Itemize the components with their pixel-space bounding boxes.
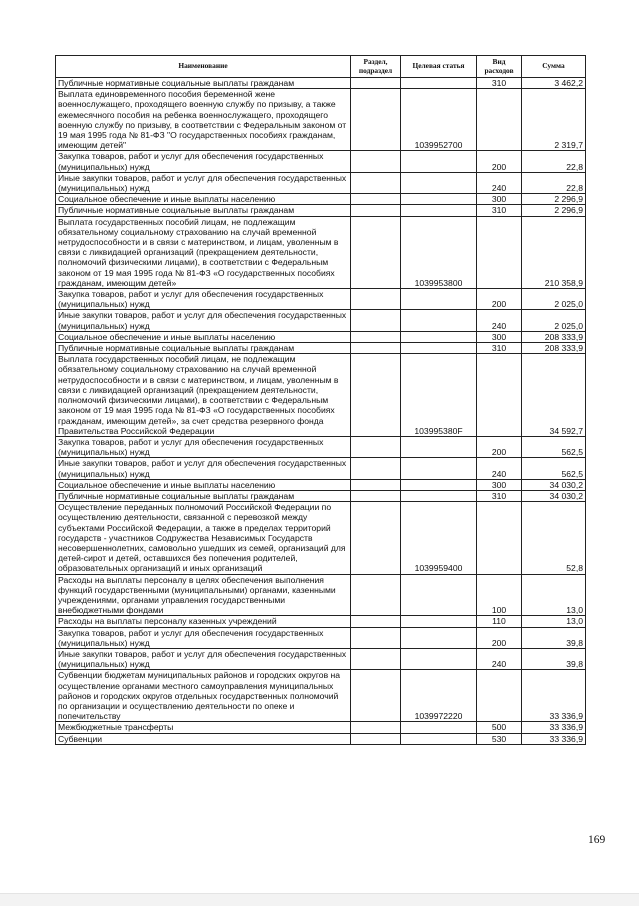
cell-name: Субвенции бюджетам муниципальных районов и городских округов на осуществление органами местного самоуправления муниципальных районов и городских округов отдельных государственных полномочий по организации и осуществлению деятельности по опеке и попечительству xyxy=(56,670,351,722)
cell-sum: 22,8 xyxy=(522,172,586,193)
table-row xyxy=(56,172,586,193)
cell-section xyxy=(351,574,401,616)
table-row xyxy=(56,89,586,151)
table-row xyxy=(56,479,586,490)
cell-target xyxy=(401,722,477,733)
cell-sum: 33 336,9 xyxy=(522,670,586,722)
cell-section xyxy=(351,78,401,89)
cell-name: Иные закупки товаров, работ и услуг для обеспечения государственных (муниципальных) нужд xyxy=(56,458,351,479)
cell-target xyxy=(401,289,477,310)
cell-sum: 3 462,2 xyxy=(522,78,586,89)
cell-kind: 200 xyxy=(477,289,522,310)
table-row xyxy=(56,331,586,342)
table-row xyxy=(56,502,586,574)
cell-name: Выплата единовременного пособия беременной жене военнослужащего, проходящего военную службу по призыву, а также ежемесячного пособия на ребенка военнослужащего, проходящего военную службу по призыву, в соответствии с Федеральным законом от 19 мая 1995 года № 81-ФЗ "О государственных пособиях гражданам, имеющим детей" xyxy=(56,89,351,151)
cell-section xyxy=(351,648,401,669)
cell-target: 1039953800 xyxy=(401,216,477,288)
cell-section xyxy=(351,289,401,310)
cell-name: Расходы на выплаты персоналу казенных учреждений xyxy=(56,616,351,627)
cell-sum: 2 296,9 xyxy=(522,194,586,205)
cell-kind: 200 xyxy=(477,436,522,457)
cell-target xyxy=(401,479,477,490)
cell-target xyxy=(401,574,477,616)
cell-name: Закупка товаров, работ и услуг для обеспечения государственных (муниципальных) нужд xyxy=(56,151,351,172)
cell-target xyxy=(401,310,477,331)
cell-section xyxy=(351,310,401,331)
cell-target xyxy=(401,205,477,216)
cell-target xyxy=(401,172,477,193)
cell-sum: 2 296,9 xyxy=(522,205,586,216)
table-row xyxy=(56,151,586,172)
header-target: Целевая статья xyxy=(401,56,477,78)
cell-kind xyxy=(477,502,522,574)
table-row xyxy=(56,216,586,288)
cell-kind: 530 xyxy=(477,733,522,744)
cell-kind: 310 xyxy=(477,490,522,501)
cell-section xyxy=(351,616,401,627)
cell-section xyxy=(351,216,401,288)
table-row xyxy=(56,627,586,648)
cell-sum: 39,8 xyxy=(522,648,586,669)
cell-sum: 34 592,7 xyxy=(522,354,586,437)
cell-kind: 310 xyxy=(477,343,522,354)
cell-sum: 562,5 xyxy=(522,458,586,479)
cell-section xyxy=(351,479,401,490)
cell-sum: 13,0 xyxy=(522,574,586,616)
cell-target xyxy=(401,616,477,627)
cell-name: Публичные нормативные социальные выплаты гражданам xyxy=(56,205,351,216)
cell-sum: 39,8 xyxy=(522,627,586,648)
cell-sum: 33 336,9 xyxy=(522,733,586,744)
cell-kind: 300 xyxy=(477,194,522,205)
table-row xyxy=(56,722,586,733)
table-row xyxy=(56,670,586,722)
cell-kind xyxy=(477,216,522,288)
cell-name: Публичные нормативные социальные выплаты гражданам xyxy=(56,343,351,354)
cell-sum: 22,8 xyxy=(522,151,586,172)
table-row xyxy=(56,648,586,669)
cell-section xyxy=(351,502,401,574)
table-row xyxy=(56,343,586,354)
cell-section xyxy=(351,151,401,172)
cell-sum: 34 030,2 xyxy=(522,479,586,490)
cell-section xyxy=(351,172,401,193)
cell-section xyxy=(351,458,401,479)
cell-sum: 208 333,9 xyxy=(522,331,586,342)
cell-name: Публичные нормативные социальные выплаты гражданам xyxy=(56,490,351,501)
cell-kind: 240 xyxy=(477,648,522,669)
cell-name: Выплата государственных пособий лицам, не подлежащим обязательному социальному страхованию на случай временной нетрудоспособности и в связи с материнством, и лицам, уволенным в связи с ликвидацией организаций (прекращением деятельности, полномочий физическими лицами), в соответствии с Федеральным законом от 19 мая 1995 года № 81-ФЗ «О государственных пособиях гражданам, имеющим детей», за счет средства резервного фонда Правительства Российской Федерации xyxy=(56,354,351,437)
cell-sum: 2 025,0 xyxy=(522,310,586,331)
cell-target: 1039952700 xyxy=(401,89,477,151)
cell-target xyxy=(401,331,477,342)
budget-table xyxy=(55,55,586,745)
cell-kind: 200 xyxy=(477,151,522,172)
cell-target: 103995380F xyxy=(401,354,477,437)
cell-name: Субвенции xyxy=(56,733,351,744)
cell-sum: 52,8 xyxy=(522,502,586,574)
table-row xyxy=(56,289,586,310)
scan-edge xyxy=(0,893,639,906)
cell-section xyxy=(351,627,401,648)
header-section: Раздел, подраздел xyxy=(351,56,401,78)
cell-sum: 13,0 xyxy=(522,616,586,627)
cell-sum: 33 336,9 xyxy=(522,722,586,733)
cell-section xyxy=(351,205,401,216)
table-row xyxy=(56,205,586,216)
cell-name: Иные закупки товаров, работ и услуг для обеспечения государственных (муниципальных) нужд xyxy=(56,172,351,193)
cell-kind xyxy=(477,89,522,151)
cell-name: Социальное обеспечение и иные выплаты населению xyxy=(56,479,351,490)
cell-section xyxy=(351,722,401,733)
table-row xyxy=(56,574,586,616)
cell-target xyxy=(401,648,477,669)
header-sum: Сумма xyxy=(522,56,586,78)
cell-name: Публичные нормативные социальные выплаты гражданам xyxy=(56,78,351,89)
cell-target xyxy=(401,78,477,89)
cell-kind: 310 xyxy=(477,205,522,216)
table-body xyxy=(56,78,586,745)
cell-target xyxy=(401,458,477,479)
cell-target xyxy=(401,343,477,354)
table-row xyxy=(56,194,586,205)
cell-sum: 2 025,0 xyxy=(522,289,586,310)
table-row xyxy=(56,310,586,331)
cell-kind: 240 xyxy=(477,458,522,479)
cell-section xyxy=(351,331,401,342)
cell-section xyxy=(351,733,401,744)
cell-sum: 562,5 xyxy=(522,436,586,457)
cell-kind: 300 xyxy=(477,479,522,490)
cell-section xyxy=(351,89,401,151)
cell-kind: 240 xyxy=(477,172,522,193)
cell-name: Социальное обеспечение и иные выплаты населению xyxy=(56,194,351,205)
table-header-row xyxy=(56,56,586,78)
cell-target: 1039972220 xyxy=(401,670,477,722)
cell-name: Закупка товаров, работ и услуг для обеспечения государственных (муниципальных) нужд xyxy=(56,289,351,310)
cell-kind: 310 xyxy=(477,78,522,89)
table-row xyxy=(56,436,586,457)
cell-name: Выплата государственных пособий лицам, не подлежащим обязательному социальному страхованию на случай временной нетрудоспособности и в связи с материнством, и лицам, уволенным в связи с ликвидацией организаций (прекращением деятельности, полномочий физическими лицами), в соответствии с Федеральным законом от 19 мая 1995 года № 81-ФЗ «О государственных пособиях гражданам, имеющим детей» xyxy=(56,216,351,288)
cell-section xyxy=(351,354,401,437)
cell-sum: 210 358,9 xyxy=(522,216,586,288)
cell-sum: 2 319,7 xyxy=(522,89,586,151)
cell-name: Закупка товаров, работ и услуг для обеспечения государственных (муниципальных) нужд xyxy=(56,627,351,648)
cell-name: Иные закупки товаров, работ и услуг для обеспечения государственных (муниципальных) нужд xyxy=(56,310,351,331)
cell-kind: 110 xyxy=(477,616,522,627)
cell-name: Социальное обеспечение и иные выплаты населению xyxy=(56,331,351,342)
cell-target xyxy=(401,194,477,205)
cell-section xyxy=(351,194,401,205)
cell-kind: 500 xyxy=(477,722,522,733)
cell-kind: 100 xyxy=(477,574,522,616)
cell-name: Осуществление переданных полномочий Российской Федерации по осуществлению деятельности, связанной с перевозкой между субъектами Российской Федерации, а также в пределах территорий государств - участников Содружества Независимых Государств несовершеннолетних, самовольно ушедших из семей, организаций для детей-сирот и детей, оставшихся без попечения родителей, образовательных организаций и иных организаций xyxy=(56,502,351,574)
cell-name: Расходы на выплаты персоналу в целях обеспечения выполнения функций государственными (муниципальными) органами, казенными учреждениями, органами управления государственными внебюджетными фондами xyxy=(56,574,351,616)
cell-section xyxy=(351,670,401,722)
cell-name: Иные закупки товаров, работ и услуг для обеспечения государственных (муниципальных) нужд xyxy=(56,648,351,669)
cell-target xyxy=(401,151,477,172)
cell-kind: 200 xyxy=(477,627,522,648)
cell-section xyxy=(351,490,401,501)
table-row xyxy=(56,616,586,627)
cell-target xyxy=(401,733,477,744)
header-name: Наименование xyxy=(56,56,351,78)
cell-target: 1039959400 xyxy=(401,502,477,574)
table-row xyxy=(56,490,586,501)
cell-kind: 300 xyxy=(477,331,522,342)
cell-kind: 240 xyxy=(477,310,522,331)
table-row xyxy=(56,733,586,744)
table-row xyxy=(56,78,586,89)
cell-sum: 34 030,2 xyxy=(522,490,586,501)
page-number: 169 xyxy=(588,834,606,846)
cell-target xyxy=(401,627,477,648)
cell-section xyxy=(351,436,401,457)
cell-kind xyxy=(477,354,522,437)
cell-target xyxy=(401,490,477,501)
cell-name: Межбюджетные трансферты xyxy=(56,722,351,733)
cell-target xyxy=(401,436,477,457)
cell-kind xyxy=(477,670,522,722)
table-row xyxy=(56,458,586,479)
cell-name: Закупка товаров, работ и услуг для обеспечения государственных (муниципальных) нужд xyxy=(56,436,351,457)
cell-section xyxy=(351,343,401,354)
cell-sum: 208 333,9 xyxy=(522,343,586,354)
table-row xyxy=(56,354,586,437)
header-kind: Вид расходов xyxy=(477,56,522,78)
